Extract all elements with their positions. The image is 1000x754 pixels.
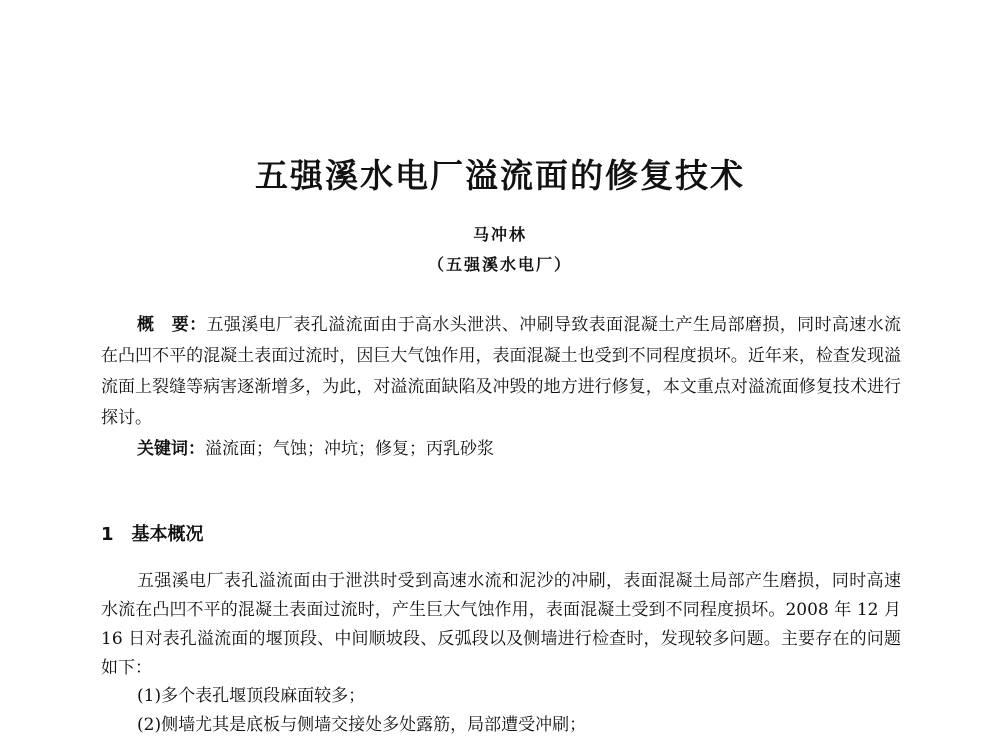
paper-title: 五强溪水电厂溢流面的修复技术 bbox=[255, 156, 745, 195]
keywords-label: 关键词： bbox=[137, 439, 205, 459]
list-item: (2)侧墙尤其是底板与侧墙交接处多处露筋，局部遭受冲刷； bbox=[137, 715, 587, 735]
abstract bbox=[101, 310, 901, 434]
section-heading bbox=[101, 520, 204, 546]
section-number: 1 bbox=[101, 524, 114, 545]
abstract-text: 五强溪电厂表孔溢流面由于高水头泄洪、冲刷导致表面混凝土产生局部磨损，同时高速水流在凸凹不平的混凝土表面过流时，因巨大气蚀作用，表面混凝土也受到不同程度损坏。近年来，检查发现溢流面上裂缝等病害逐渐增多，为此，对溢流面缺陷及冲毁的地方进行修复，本文重点对溢流面修复技术进行探讨。 bbox=[101, 315, 902, 428]
keywords-text: 溢流面；气蚀；冲坑；修复；丙乳砂浆 bbox=[205, 439, 494, 459]
author-name: 马冲林 bbox=[472, 225, 527, 244]
abstract-label: 概 要： bbox=[137, 315, 207, 335]
author-affiliation: （五强溪水电厂） bbox=[427, 255, 572, 274]
section-title: 基本概况 bbox=[131, 524, 204, 545]
list-item: (1)多个表孔堰顶段麻面较多； bbox=[137, 686, 366, 706]
body-paragraph: 五强溪电厂表孔溢流面由于泄洪时受到高速水流和泥沙的冲刷，表面混凝土局部产生磨损，同时高速水流在凸凹不平的混凝土表面过流时，产生巨大气蚀作用，表面混凝土受到不同程度损坏。2008 年 12 月 16 日对表孔溢流面的堰顶段、中间顺坡段、反弧段以及侧墙进行检查时，发现较多问题。主要存在的问题如下： bbox=[101, 571, 901, 678]
keywords bbox=[137, 434, 897, 465]
